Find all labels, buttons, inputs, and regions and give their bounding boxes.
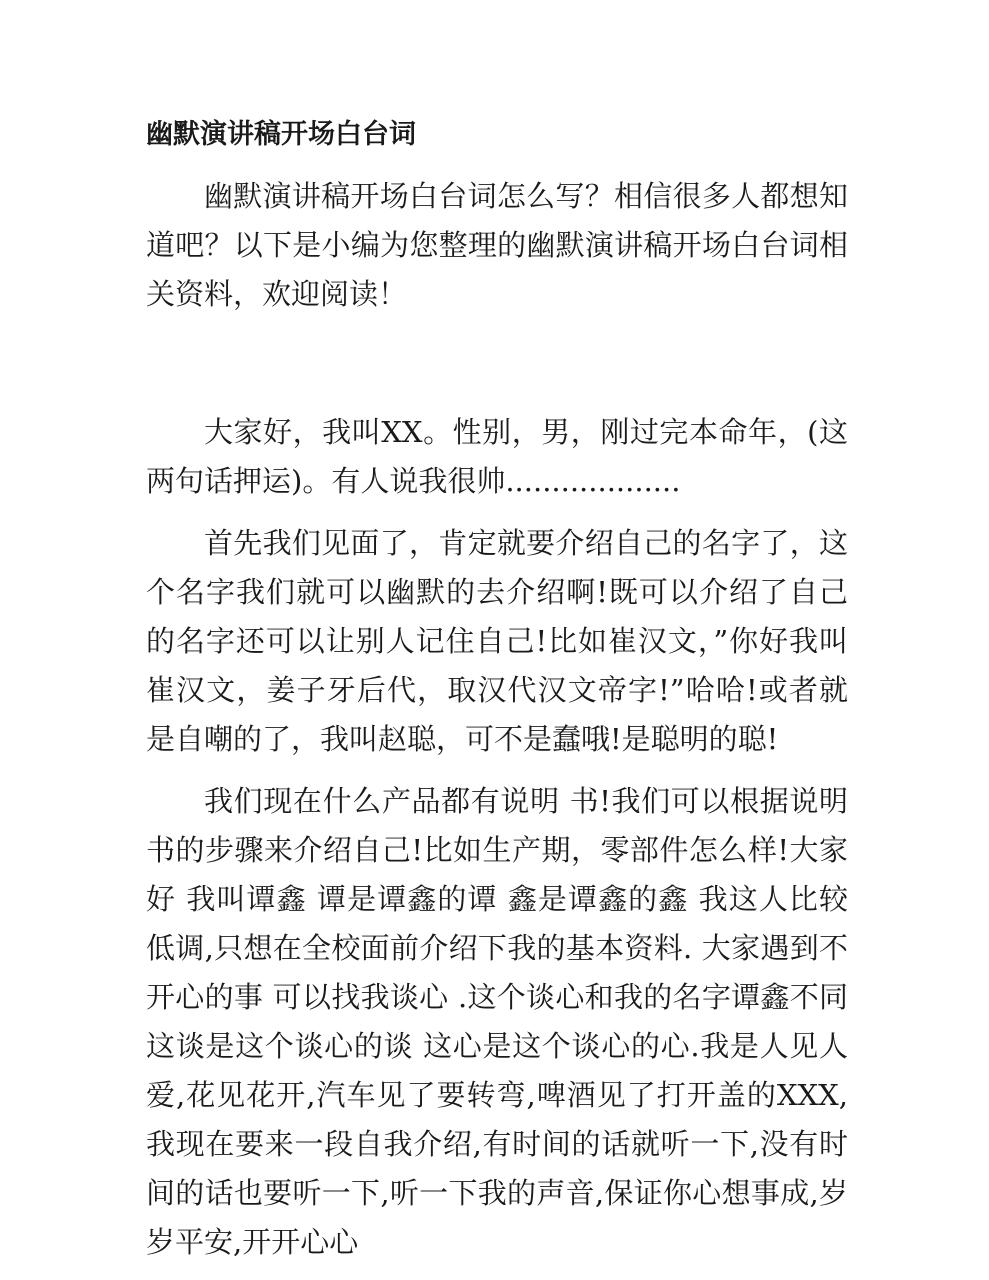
greeting-paragraph: 大家好，我叫XX。性别，男，刚过完本命年，(这两句话押运)。有人说我很帅................... [146, 415, 848, 498]
document-page [146, 108, 848, 1267]
intro-paragraph: 幽默演讲稿开场白台词怎么写？相信很多人都想知道吧？以下是小编为您整理的幽默演讲稿开场白台词相关资料，欢迎阅读！ [146, 179, 848, 311]
name-introduction-paragraph: 首先我们见面了，肯定就要介绍自己的名字了，这个名字我们就可以幽默的去介绍啊!既可以介绍了自己的名字还可以让别人记住自己!比如崔汉文，”你好我叫崔汉文，姜子牙后代，取汉代汉文帝字!”哈哈!或者就是自嘲的了，我叫赵聪，可不是蠢哦!是聪明的聪! [146, 526, 848, 756]
manual-style-paragraph: 我们现在什么产品都有说明 书!我们可以根据说明书的步骤来介绍自己!比如生产期，零部件怎么样!大家好 我叫谭鑫 谭是谭鑫的谭 鑫是谭鑫的鑫 我这人比较低调,只想在全校面前介绍下我的基本资料. 大家遇到不开心的事 可以找我谈心 .这个谈心和我的名字谭鑫不同 这谈是这个谈心的谈 这心是这个谈心的心.我是人见人爱,花见花开,汽车见了要转弯,啤酒见了打开盖的XXX,我现在要来一段自我介绍,有时间的话就听一下,没有时间的话也要听一下,听一下我的声音,保证你心想事成,岁岁平安,开开心心 [146, 784, 848, 1259]
document-title: 幽默演讲稿开场白台词 [146, 119, 416, 150]
